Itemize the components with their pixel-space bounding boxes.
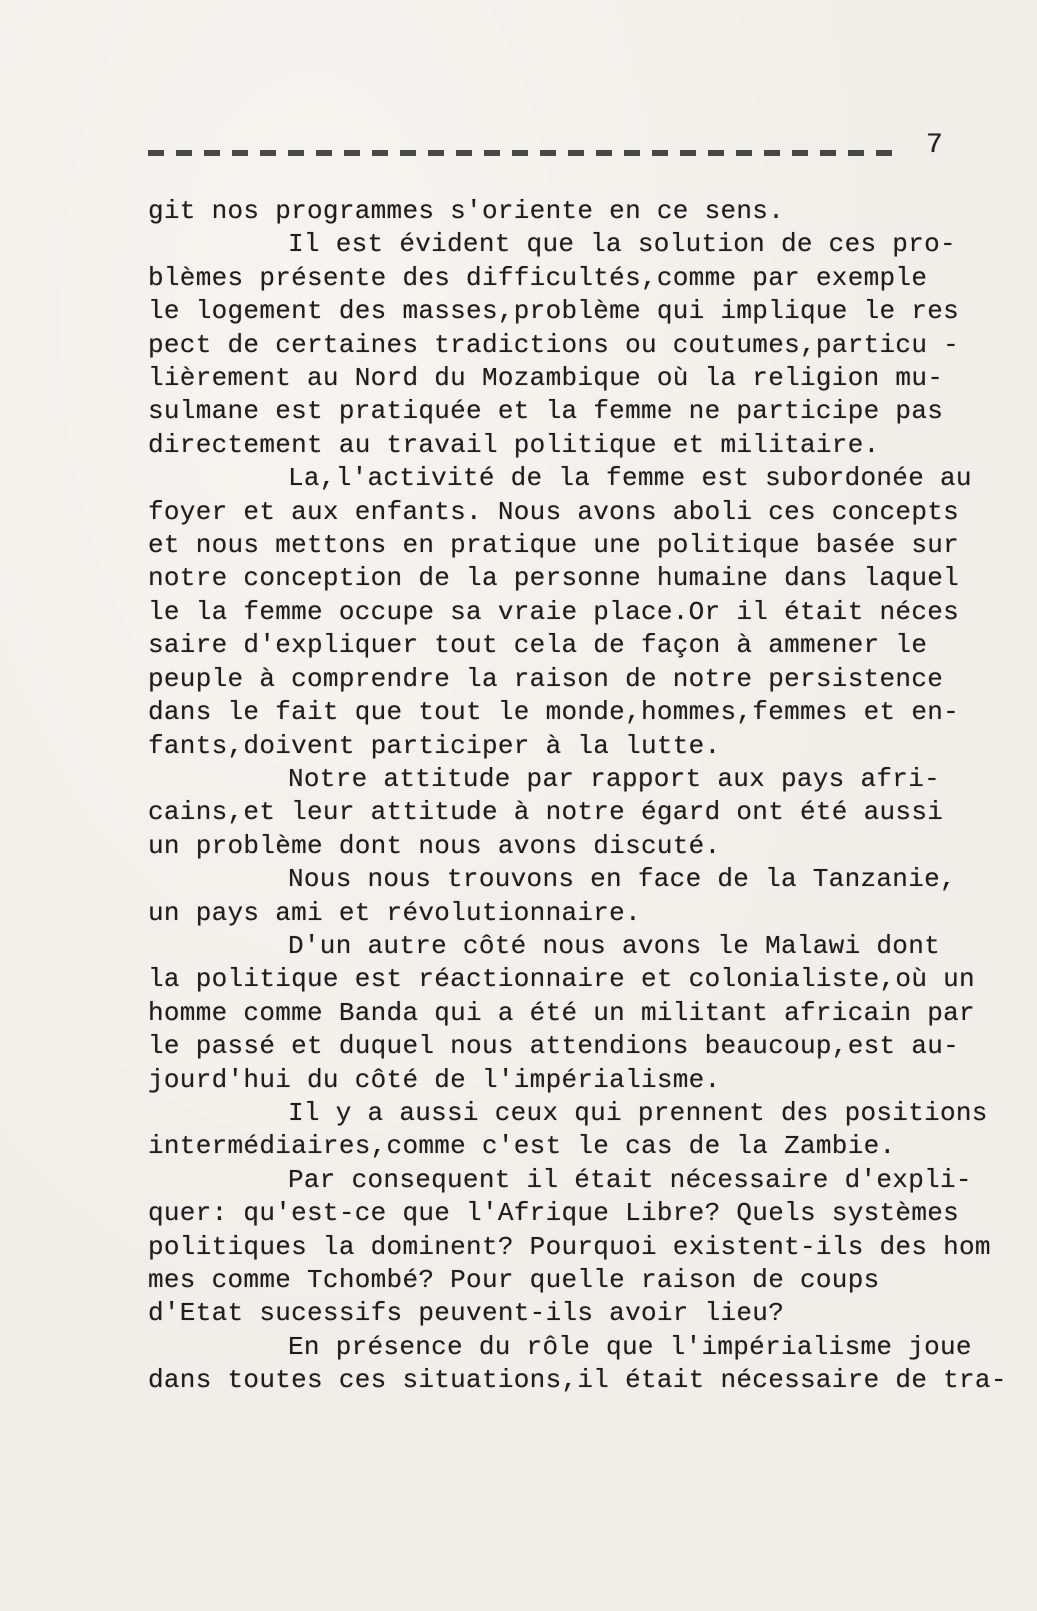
text-line: intermédiaires,comme c'est le cas de la Zambie. bbox=[148, 1131, 896, 1162]
text-line: jourd'hui du côté de l'impérialisme. bbox=[148, 1064, 721, 1095]
text-line: fants,doivent participer à la lutte. bbox=[148, 730, 721, 761]
text-line: lièrement au Nord du Mozambique où la religion mu- bbox=[148, 363, 944, 394]
text-line: foyer et aux enfants. Nous avons aboli ces concepts bbox=[148, 496, 960, 527]
text-line: politiques la dominent? Pourquoi existent-ils des hom bbox=[148, 1231, 991, 1262]
text-line: dans le fait que tout le monde,hommes,femmes et en- bbox=[148, 697, 960, 728]
text-line: le la femme occupe sa vraie place.Or il était néces bbox=[148, 596, 960, 627]
text-line: En présence du rôle que l'impérialisme joue bbox=[288, 1331, 972, 1362]
text-line: la politique est réactionnaire et colonialiste,où un bbox=[148, 964, 975, 995]
text-line: La,l'activité de la femme est subordonée au bbox=[288, 463, 972, 494]
text-line: et nous mettons en pratique une politique basée sur bbox=[148, 530, 960, 561]
text-line: un problème dont nous avons discuté. bbox=[148, 830, 721, 861]
text-line: mes comme Tchombé? Pour quelle raison de coups bbox=[148, 1265, 880, 1295]
text-line: quer: qu'est-ce que l'Afrique Libre? Quels systèmes bbox=[148, 1198, 960, 1229]
text-line: dans toutes ces situations,il était nécessaire de tra- bbox=[148, 1365, 1007, 1396]
text-line: Nous nous trouvons en face de la Tanzanie, bbox=[288, 864, 956, 895]
text-line: un pays ami et révolutionnaire. bbox=[148, 897, 641, 928]
text-line: peuple à comprendre la raison de notre persistence bbox=[148, 663, 944, 694]
text-line: notre conception de la personne humaine dans laquel bbox=[148, 563, 960, 594]
text-line: saire d'expliquer tout cela de façon à ammener le bbox=[148, 630, 928, 661]
text-line: D'un autre côté nous avons le Malawi dont bbox=[288, 930, 941, 961]
page-header bbox=[148, 128, 948, 168]
header-dash-rule bbox=[148, 150, 893, 156]
text-line: homme comme Banda qui a été un militant africain par bbox=[148, 997, 975, 1028]
text-line: Par consequent il était nécessaire d'expli- bbox=[288, 1164, 972, 1195]
text-line: d'Etat sucessifs peuvent-ils avoir lieu? bbox=[148, 1298, 785, 1329]
text-line: Il y a aussi ceux qui prennent des positions bbox=[288, 1097, 988, 1128]
text-line: git nos programmes s'oriente en ce sens. bbox=[148, 196, 785, 226]
text-line: pect de certaines tradictions ou coutumes,particu - bbox=[148, 329, 960, 360]
text-line: sulmane est pratiquée et la femme ne participe pas bbox=[148, 396, 944, 427]
body-text bbox=[148, 195, 1007, 1398]
text-line: Notre attitude par rapport aux pays afri- bbox=[288, 763, 941, 794]
page-number: 7 bbox=[926, 130, 943, 161]
text-line: directement au travail politique et militaire. bbox=[148, 429, 880, 460]
text-line: le passé et duquel nous attendions beaucoup,est au- bbox=[148, 1031, 960, 1062]
text-line: le logement des masses,problème qui implique le res bbox=[148, 296, 960, 327]
text-line: Il est évident que la solution de ces pro- bbox=[288, 229, 956, 260]
text-line: blèmes présente des difficultés,comme par exemple bbox=[148, 262, 928, 293]
text-line: cains,et leur attitude à notre égard ont été aussi bbox=[148, 797, 944, 828]
